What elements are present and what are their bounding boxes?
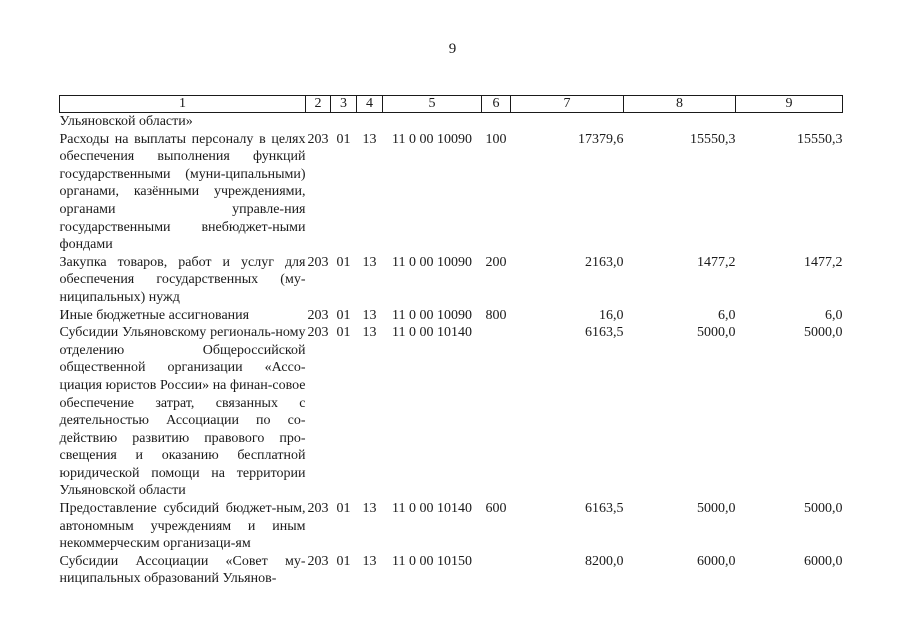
row-value-cell: 6000,0 (697, 553, 736, 569)
column-header: 6 (482, 96, 511, 113)
row-value-cell: 13 (362, 307, 377, 323)
row-value-cell: 01 (336, 501, 351, 517)
column-header: 3 (331, 96, 357, 113)
row-value-cell: 15550,3 (797, 131, 843, 147)
row-value-cell (482, 113, 511, 131)
row-value-cell: 01 (336, 553, 351, 569)
column-header: 2 (306, 96, 331, 113)
row-value-cell: 17379,6 (578, 131, 624, 147)
column-header: 4 (357, 96, 383, 113)
row-value-cell: 11 0 00 10090 (392, 307, 472, 323)
row-value-cell (624, 113, 736, 131)
row-name-cell: Ульяновской области» (59, 114, 193, 129)
column-header: 9 (736, 96, 843, 113)
row-value-cell: 11 0 00 10140 (392, 501, 472, 517)
page-number: 9 (448, 41, 457, 57)
row-value-cell: 203 (307, 501, 329, 517)
row-value-cell: 800 (485, 307, 507, 323)
table-row (60, 324, 843, 500)
table-header-row (60, 96, 843, 113)
row-value-cell: 1477,2 (697, 254, 736, 270)
row-value-cell: 203 (307, 553, 329, 569)
row-value-cell: 203 (307, 325, 329, 341)
table-body (60, 113, 843, 589)
row-value-cell (736, 113, 843, 131)
row-value-cell (511, 113, 624, 131)
row-value-cell: 6,0 (718, 307, 736, 323)
row-value-cell: 01 (336, 254, 351, 270)
row-value-cell: 6163,5 (585, 325, 624, 341)
row-value-cell (383, 113, 482, 131)
column-header: 8 (624, 96, 736, 113)
row-name-cell: Предоставление субсидий бюджет-ным, автономным учреждениям и иным некоммерческим организаци-ям (59, 501, 306, 552)
table-row (60, 113, 843, 131)
row-value-cell (306, 113, 331, 131)
table-row (60, 500, 843, 553)
row-value-cell: 13 (362, 131, 377, 147)
row-value-cell (331, 113, 357, 131)
table-row (60, 131, 843, 254)
budget-table (59, 95, 843, 588)
row-name-cell: Иные бюджетные ассигнования (59, 307, 250, 323)
row-name-cell: Закупка товаров, работ и услуг для обеспечения государственных (му-ниципальных) нужд (59, 254, 306, 305)
row-value-cell: 13 (362, 553, 377, 569)
row-value-cell: 01 (336, 131, 351, 147)
row-value-cell: 01 (336, 307, 351, 323)
table-row (60, 553, 843, 588)
row-value-cell: 6163,5 (585, 501, 624, 517)
row-value-cell: 600 (485, 501, 507, 517)
row-value-cell: 1477,2 (804, 254, 843, 270)
row-value-cell: 01 (336, 325, 351, 341)
row-value-cell: 203 (307, 307, 329, 323)
row-value-cell: 11 0 00 10140 (392, 325, 472, 341)
row-value-cell: 6,0 (825, 307, 843, 323)
column-header: 5 (383, 96, 482, 113)
column-header: 1 (60, 96, 306, 113)
row-value-cell: 5000,0 (697, 501, 736, 517)
row-name-cell: Субсидии Ассоциации «Совет му-ниципальных образований Ульянов- (59, 553, 306, 587)
row-value-cell: 203 (307, 131, 329, 147)
column-header: 7 (511, 96, 624, 113)
row-value-cell: 13 (362, 325, 377, 341)
row-value-cell: 203 (307, 254, 329, 270)
row-name-cell: Расходы на выплаты персоналу в целях обеспечения выполнения функций государственными (муни-ципальными) органами, казёнными учреждениями, органами управле-ния государственными внебюджет-ными фондами (59, 131, 306, 253)
row-value-cell: 5000,0 (804, 501, 843, 517)
row-value-cell: 15550,3 (690, 131, 736, 147)
row-value-cell (482, 324, 511, 500)
row-value-cell: 13 (362, 254, 377, 270)
row-value-cell: 100 (485, 131, 507, 147)
row-value-cell: 16,0 (599, 307, 624, 323)
row-value-cell: 11 0 00 10090 (392, 254, 472, 270)
row-value-cell: 8200,0 (585, 553, 624, 569)
row-value-cell: 5000,0 (697, 325, 736, 341)
table-row (60, 254, 843, 307)
row-name-cell: Субсидии Ульяновскому региональ-ному отделению Общероссийской общественной организации «Ассо-циация юристов России» на финан-совое обеспечение затрат, связанных с деятельностью Ассоциации по со-действию развитию правового про-свещения и оказанию бесплатной юридической помощи на территории Ульяновской области (59, 325, 306, 499)
table-row (60, 307, 843, 325)
row-value-cell: 5000,0 (804, 325, 843, 341)
row-value-cell: 11 0 00 10090 (392, 131, 472, 147)
row-value-cell (482, 553, 511, 588)
row-value-cell: 13 (362, 501, 377, 517)
row-value-cell: 200 (485, 254, 507, 270)
row-value-cell (357, 113, 383, 131)
row-value-cell: 11 0 00 10150 (392, 553, 472, 569)
row-value-cell: 6000,0 (804, 553, 843, 569)
row-value-cell: 2163,0 (585, 254, 624, 270)
